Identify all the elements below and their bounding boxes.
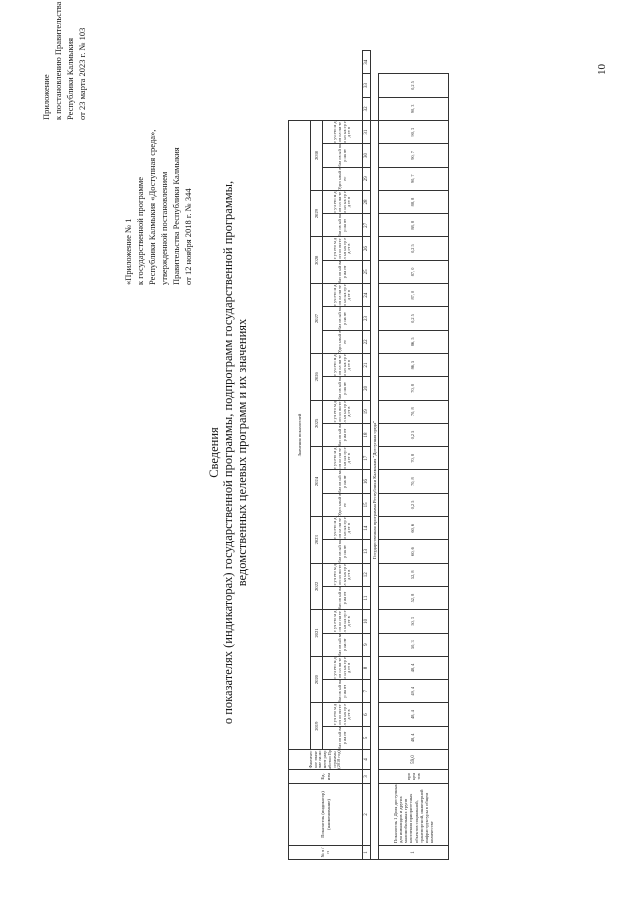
value-cell: 0,2 5 — [379, 307, 449, 330]
year-header: 2019 — [311, 703, 323, 750]
subheader-spec: Удел ьный вес — [323, 167, 363, 190]
column-number: 26 — [363, 237, 371, 260]
approval-line: от 23 марта 2023 г. № 103 — [77, 27, 87, 120]
subheader-ext: с уч ето м доп ол ни тел ьн ых ср ед ст в — [323, 447, 363, 470]
value-cell: 50, 3 — [379, 633, 449, 656]
year-header: 2024 — [311, 447, 323, 517]
subheader-base: баз ов ый вар иа нт — [323, 470, 363, 493]
approval-stamp — [40, 2, 88, 120]
column-number: 9 — [363, 633, 371, 656]
approval-line: Республики Калмыкия — [65, 37, 75, 120]
subheader-spec: Удел ьный вес — [323, 330, 363, 353]
value-cell: 70, 8 — [379, 400, 449, 423]
column-number: 34 — [363, 51, 371, 74]
column-number: 5 — [363, 726, 371, 749]
column-number: 28 — [363, 190, 371, 213]
subheader-base: баз ов ый вар иа нт — [323, 633, 363, 656]
subheader-base: баз ов ый вар иа нт — [323, 144, 363, 167]
column-number: 6 — [363, 703, 371, 726]
column-number: 27 — [363, 214, 371, 237]
year-header: 2020 — [311, 656, 323, 703]
year-header: 2026 — [311, 353, 323, 400]
annex-line: Республики Калмыкия «Доступная среда», — [147, 129, 157, 285]
column-number: 33 — [363, 74, 371, 97]
column-number: 4 — [363, 750, 371, 770]
value-cell: 70, 8 — [379, 447, 449, 470]
column-number: 14 — [363, 517, 371, 540]
subheader-base: баз ов ый вар иа нт — [323, 307, 363, 330]
year-header: 2027 — [311, 284, 323, 354]
column-number: 24 — [363, 284, 371, 307]
column-number: 8 — [363, 656, 371, 679]
annex-line: от 12 ноября 2018 г. № 344 — [183, 188, 193, 285]
value-cell: 90, 3 — [379, 120, 449, 143]
header-indicator: Показатель (индикатор) (наименование) — [289, 784, 363, 846]
column-number: 23 — [363, 307, 371, 330]
subheader-base: баз ов ый вар иа нт — [323, 423, 363, 446]
page-number: 10 — [596, 64, 608, 75]
annex-line: Правительства Республики Калмыкия — [171, 147, 181, 285]
subheader-ext: с уч ето м доп ол ни тел ьн ых ср ед ст в — [323, 517, 363, 540]
value-cell: 0,2 5 — [379, 493, 449, 516]
year-header: 2025 — [311, 400, 323, 447]
column-number: 3 — [363, 770, 371, 784]
column-number: 21 — [363, 353, 371, 376]
year-header: 2023 — [311, 517, 323, 564]
column-number: 17 — [363, 447, 371, 470]
column-number: 10 — [363, 610, 371, 633]
approval-line: к постановлению Правительства — [53, 1, 63, 120]
value-cell: 86, 5 — [379, 330, 449, 353]
header-no: № п / п — [289, 846, 363, 860]
subheader-base: баз ов ый вар иа нт — [323, 680, 363, 703]
subheader-base: баз ов ый вар иа нт — [323, 540, 363, 563]
row-number: 1 — [379, 846, 449, 860]
column-number: 32 — [363, 97, 371, 120]
value-cell: 48, 4 — [379, 656, 449, 679]
year-header: 2021 — [311, 610, 323, 657]
value-cell: 0,2 5 — [379, 237, 449, 260]
value-cell: 90, 7 — [379, 167, 449, 190]
value-cell: 50, 3 — [379, 610, 449, 633]
subheader-base: баз ов ый вар иа нт — [323, 214, 363, 237]
subheader-base: баз ов ый вар иа нт — [323, 260, 363, 283]
year-header: 2029 — [311, 190, 323, 237]
column-number: 15 — [363, 493, 371, 516]
subheader-ext: с уч ето м доп ол ни тел ьн ых ср ед ст в — [323, 353, 363, 376]
subheader-ext: с уч ето м доп ол ни тел ьн ых ср ед ст в — [323, 656, 363, 679]
indicator-name: Показатель 1 Доля доступных для инвалидов и других маломобильных групп населения приоритетных объектов социальной, транспортной, инженерной инфраструктуры в общем количестве — [379, 784, 449, 846]
year-header: 2030 — [311, 120, 323, 190]
subheader-ext: с уч ето м доп ол ни тел ьн ых ср ед ст в — [323, 284, 363, 307]
value-cell: 60, 6 — [379, 540, 449, 563]
value-cell: 0,2 5 — [379, 423, 449, 446]
column-number: 11 — [363, 586, 371, 609]
indicators-table — [288, 50, 449, 860]
value-cell: 0,2 5 — [379, 74, 449, 97]
title-line-3: ведомственных целевых программ и их значениях — [235, 318, 249, 587]
column-number: 1 — [363, 846, 371, 860]
subheader-base: баз ов ый вар иа нт — [323, 377, 363, 400]
approval-line: Приложение — [41, 74, 51, 120]
value-cell: 70, 8 — [379, 377, 449, 400]
value-cell: 90, 3 — [379, 97, 449, 120]
column-number: 13 — [363, 540, 371, 563]
column-number: 7 — [363, 680, 371, 703]
title-line-1: Сведения — [207, 427, 221, 478]
value-cell: 49, 4 — [379, 680, 449, 703]
value-cell: 52, 8 — [379, 586, 449, 609]
annex-line: к государственной программе — [135, 176, 145, 285]
year-header: 2028 — [311, 237, 323, 284]
value-cell: 87, 0 — [379, 260, 449, 283]
value-cell: 88, 8 — [379, 190, 449, 213]
subheader-base: баз ов ый вар иа нт — [323, 726, 363, 749]
subheader-ext: с уч ето м доп ол ни тел ьн ых ср ед ст в — [323, 400, 363, 423]
document-title — [207, 0, 249, 905]
column-number: 31 — [363, 120, 371, 143]
column-number: 19 — [363, 400, 371, 423]
annex-header — [122, 130, 194, 285]
value-cell: 70, 8 — [379, 470, 449, 493]
header-fact: Фактическое значение на момент разработки Программы (2018 год) — [289, 750, 363, 770]
value-cell: 52, 8 — [379, 563, 449, 586]
value-cell: 90, 7 — [379, 144, 449, 167]
value-cell: 87, 0 — [379, 284, 449, 307]
title-line-2: о показателях (индикаторах) государственной программы, подпрограмм государственной программы, — [221, 180, 235, 725]
value-cell: 86, 5 — [379, 353, 449, 376]
subheader-ext: с уч ето м доп ол ни тел ьн ых ср ед ст в — [323, 237, 363, 260]
header-values: Значения показателей — [289, 120, 311, 749]
program-row: Государственная программа Республики Калмыкия "Доступная среда" — [371, 120, 379, 859]
column-number: 29 — [363, 167, 371, 190]
value-cell: 60, 6 — [379, 517, 449, 540]
value-cell: 88, 8 — [379, 214, 449, 237]
subheader-ext: с уч ето м доп ол ни тел ьн ых ср ед ст в — [323, 120, 363, 143]
subheader-base: баз ов ый вар иа нт — [323, 586, 363, 609]
year-header: 2022 — [311, 563, 323, 610]
column-number: 2 — [363, 784, 371, 846]
column-number: 12 — [363, 563, 371, 586]
column-number: 20 — [363, 377, 371, 400]
subheader-ext: с уч ето м доп ол ни тел ьн ых ср ед ст в — [323, 703, 363, 726]
header-unit: Ед. изм — [289, 770, 363, 784]
column-number: 18 — [363, 423, 371, 446]
subheader-ext: с уч ето м доп ол ни тел ьн ых ср ед ст в — [323, 190, 363, 213]
subheader-spec: Удел ьный вес — [323, 493, 363, 516]
subheader-ext: с уч ето м доп ол ни тел ьн ых ср ед ст в — [323, 610, 363, 633]
annex-line: «Приложение № 1 — [123, 218, 133, 285]
column-number: 16 — [363, 470, 371, 493]
subheader-ext: с уч ето м доп ол ни тел ьн ых ср ед ст в — [323, 563, 363, 586]
value-cell: 48, 4 — [379, 703, 449, 726]
column-number: 22 — [363, 330, 371, 353]
annex-line: утвержденной постановлением — [159, 171, 169, 285]
column-number: 30 — [363, 144, 371, 167]
unit-cell: про цен тов — [379, 770, 449, 784]
fact-value: 59,0 — [379, 750, 449, 770]
column-number: 25 — [363, 260, 371, 283]
value-cell: 48, 4 — [379, 726, 449, 749]
